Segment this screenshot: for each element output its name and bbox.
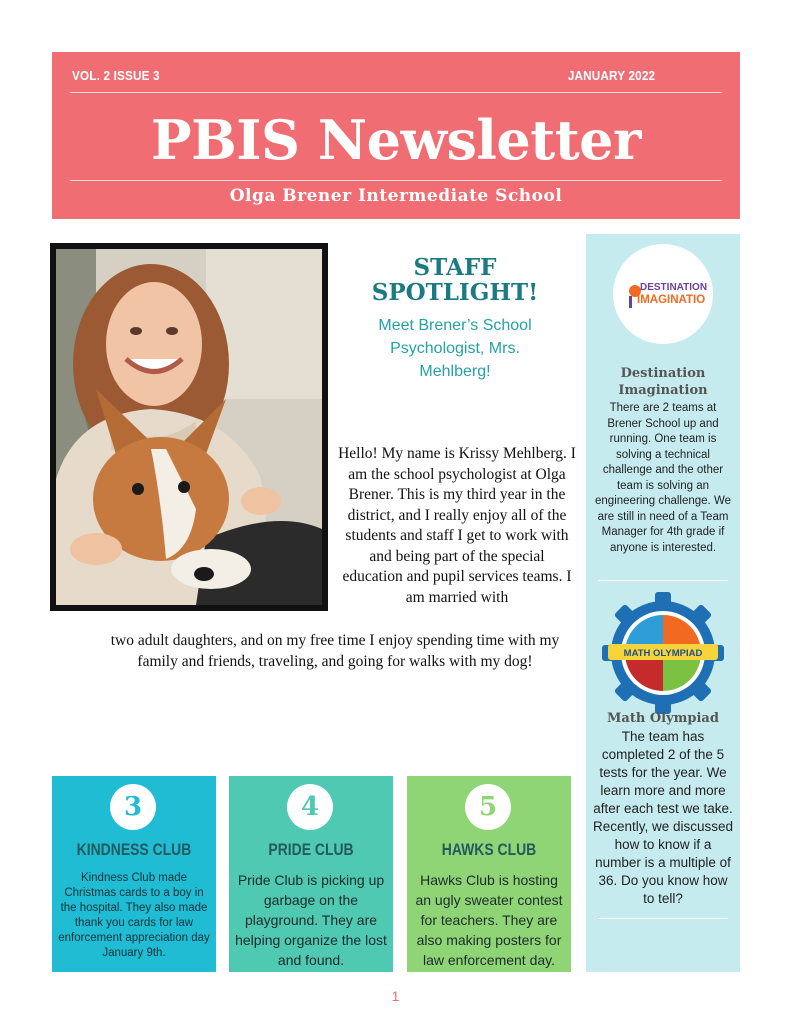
newsletter-title: PBIS Newsletter: [151, 108, 641, 172]
club-number-badge: 4: [287, 784, 333, 830]
club-number-badge: 5: [465, 784, 511, 830]
hawks-club-card: [407, 776, 571, 972]
math-olympiad-logo: [600, 590, 726, 716]
sidebar-divider: [598, 580, 728, 581]
club-description: Hawks Club is hosting an ugly sweater contest for teachers. They are also making posters for law enforcement day.: [415, 872, 563, 968]
di-heading: Destination Imagination: [618, 366, 708, 398]
mo-logo-text: MATH OLYMPIAD: [623, 648, 703, 659]
portrait-illustration: [56, 249, 322, 605]
kindness-club-card: [52, 776, 216, 972]
issue-label: VOL. 2 ISSUE 3: [72, 68, 160, 83]
sidebar-divider: [598, 918, 728, 919]
club-number-badge: 3: [110, 784, 156, 830]
sidebar: [586, 234, 740, 972]
club-title: KINDNESS CLUB: [76, 840, 192, 859]
spotlight-bio: Hello! My name is Krissy Mehlberg. I am the school psychologist at Olga Brener. This is my third year in the district, and I really enjoy all of the students and staff I get to work with and being part of the special education and pupil services teams. I am married with: [338, 445, 576, 606]
club-title: HAWKS CLUB: [441, 840, 537, 859]
staff-photo: [50, 243, 328, 611]
mo-heading: Math Olympiad: [607, 711, 719, 726]
di-logo-top-text: DESTINATION: [640, 282, 708, 293]
spotlight-bio-continued: two adult daughters, and on my free time I enjoy spending time with my family and friends, traveling, and going for walks with my dog!: [110, 632, 560, 670]
destination-imagination-logo: [613, 244, 713, 344]
newsletter-header: [52, 52, 740, 219]
pride-club-card: [229, 776, 393, 972]
spotlight-title: [340, 255, 570, 305]
date-label: JANUARY 2022: [567, 68, 656, 83]
school-name: Olga Brener Intermediate School: [229, 186, 563, 206]
header-divider: [70, 92, 722, 93]
page-number: 1: [391, 988, 400, 1004]
math-olympiad-gear-icon: [600, 590, 726, 716]
spotlight-subtitle: Meet Brener’s School Psychologist, Mrs. Mehlberg!: [378, 317, 532, 380]
mo-text: The team has completed 2 of the 5 tests for the year. We learn more and more after each test we take. Recently, we discussed how to know if a number is a multiple of 36. Do you know how to tell?: [592, 729, 734, 906]
di-text: There are 2 teams at Brener School up and running. One team is solving a technical challenge and the other team is solving an engineering challenge. We are still in need of a Team Manager for 4th grade if anyone is interested.: [595, 402, 731, 554]
di-logo-icon: [613, 244, 713, 344]
header-meta: [72, 68, 655, 83]
spotlight-title-line: STAFF: [413, 254, 497, 281]
club-title: PRIDE CLUB: [268, 840, 354, 859]
di-logo-bottom-text: IMAGINATIO: [637, 294, 706, 306]
spotlight-title-line: SPOTLIGHT!: [371, 279, 539, 306]
club-description: Kindness Club made Christmas cards to a boy in the hospital. They also made thank you cards for law enforcement appreciation day January 9th.: [58, 872, 210, 959]
staff-photo-image: [56, 249, 322, 605]
club-description: Pride Club is picking up garbage on the playground. They are helping organize the lost and found.: [235, 872, 387, 968]
header-divider: [70, 180, 722, 181]
